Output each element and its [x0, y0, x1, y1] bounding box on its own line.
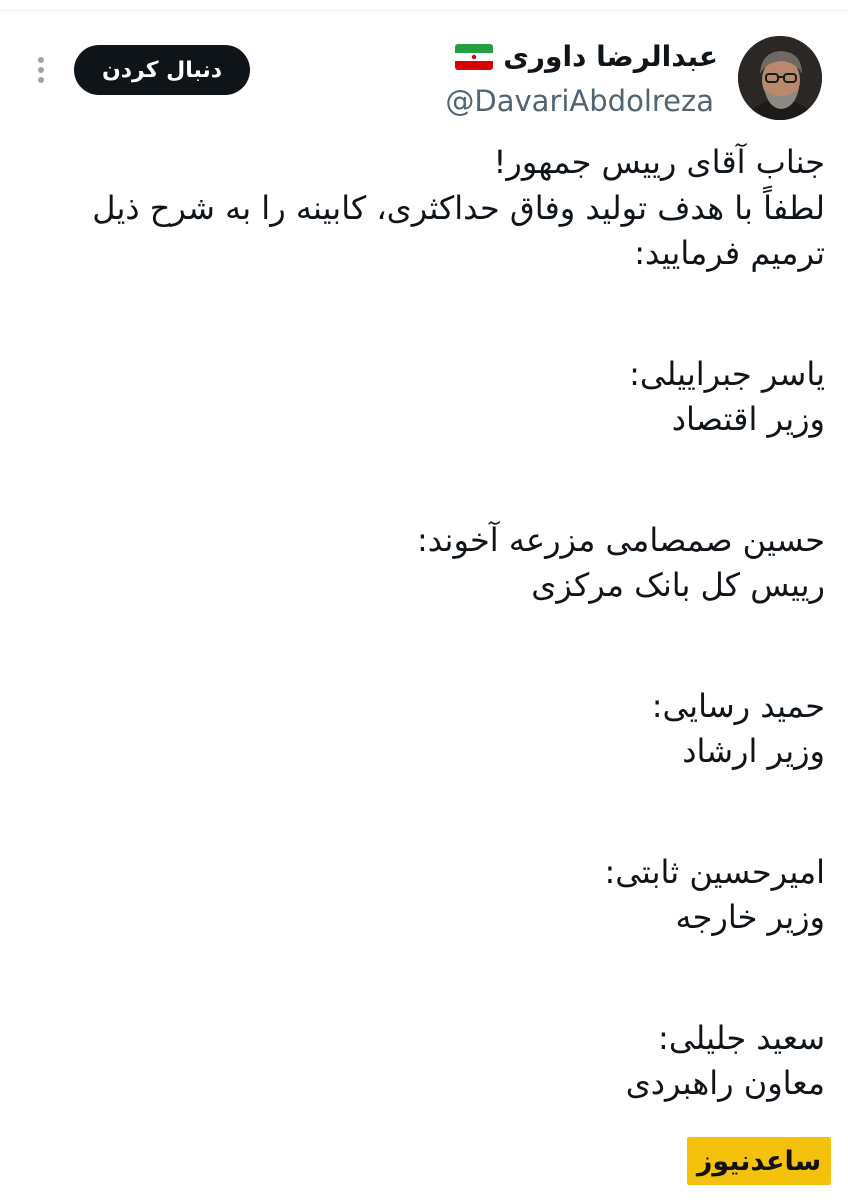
display-name[interactable]: عبدالرضا داوری: [503, 40, 718, 73]
appointment-position: رییس کل بانک مرکزی: [531, 566, 825, 604]
paragraph-gap: [40, 443, 825, 518]
appointment-position: وزیر ارشاد: [682, 732, 825, 770]
paragraph-gap: [40, 775, 825, 850]
tweet-greeting: جناب آقای رییس جمهور!: [493, 143, 825, 181]
appointment-name: سعید جلیلی:: [658, 1018, 825, 1057]
tweet-header: [0, 30, 848, 130]
display-name-row: [455, 40, 718, 73]
appointment-position: معاون راهبردی: [625, 1064, 825, 1102]
top-divider: [0, 10, 848, 11]
paragraph-gap: [40, 277, 825, 352]
appointment-name: امیرحسین ثابتی:: [604, 852, 825, 891]
tweet-text: [40, 140, 825, 1107]
author-handle[interactable]: @DavariAbdolreza: [445, 84, 714, 118]
paragraph-gap: [40, 941, 825, 1016]
avatar-image: [738, 36, 822, 120]
avatar[interactable]: [738, 36, 822, 120]
appointment-position: وزیر خارجه: [675, 898, 825, 936]
follow-button[interactable]: دنبال کردن: [74, 45, 250, 95]
paragraph-gap: [40, 609, 825, 684]
appointment-position: وزیر اقتصاد: [671, 400, 825, 438]
appointment-name: حسین صمصامی مزرعه آخوند:: [416, 520, 825, 559]
appointment-name: حمید رسایی:: [651, 686, 825, 725]
watermark-logo: ساعدنیوز: [687, 1137, 831, 1185]
tweet-intro: لطفاً با هدف تولید وفاق حداکثری، کابینه را به شرح ذیل ترمیم فرمایید:: [92, 188, 825, 272]
iran-flag-icon: [455, 44, 493, 70]
more-options-icon[interactable]: [28, 52, 54, 88]
appointment-name: یاسر جبراییلی:: [629, 354, 825, 393]
